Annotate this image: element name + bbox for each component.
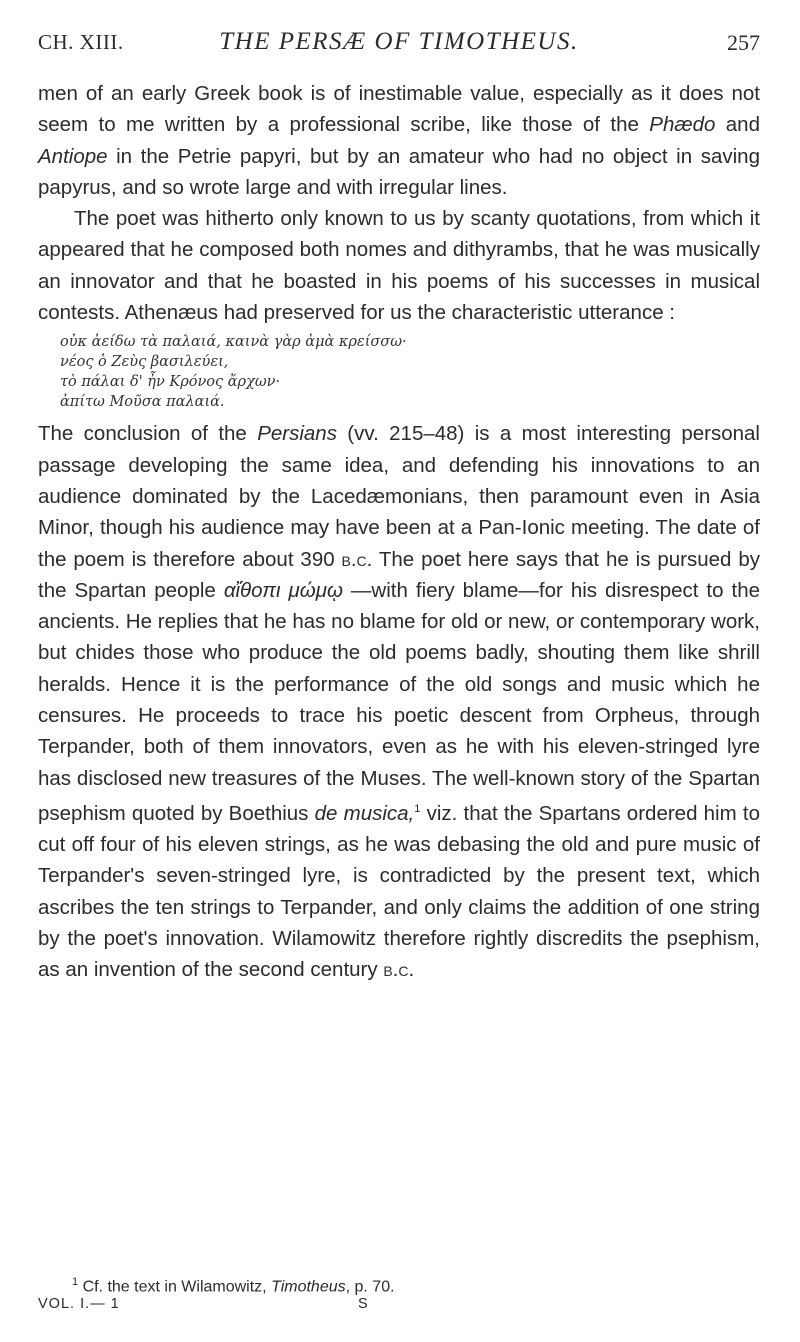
verse-line-3: τὸ πάλαι δ' ἦν Κρόνος ἄρχων· xyxy=(60,374,281,391)
footnote-work-title: Timotheus xyxy=(271,1278,346,1296)
paragraph-2: The poet was hitherto only known to us by scanty quotations, from which it appeared that he composed both nomes and dithyrambs, that he was musically an innovator and that he boasted in his poems of his successes in musical contests. Athenæus had preserved for us the characteristic utterance : xyxy=(38,207,760,325)
footnote-text-a: Cf. the text in Wilamowitz, xyxy=(78,1278,272,1296)
title-persians: Persians xyxy=(257,422,337,446)
verse-line-4: ἀπίτω Μοῦσα παλαιά. xyxy=(60,394,225,411)
era-abbreviation: b.c. xyxy=(341,547,373,571)
running-title: THE PERSÆ OF TIMOTHEUS. xyxy=(219,28,579,55)
verse-line-2: νέος ὁ Ζεὺς βασιλεύει, xyxy=(60,354,229,371)
title-antiope: Antiope xyxy=(38,144,108,168)
paragraph-3-text-e: viz. that the Spartans ordered him to cut off four of his eleven strings, as he was debasing the old and pure music of Terpander's seven-stringed lyre, is contradicted by the present text, which ascribes the ten strings to Terpander, and only claims the addition of one string by the poet's innovation. Wilamowitz therefore rightly discredits the psephism, as an invention of the second century xyxy=(38,801,760,982)
footnote-mark: 1 xyxy=(72,1276,79,1288)
paragraph-1-text-c: in the Petrie papyri, but by an amateur who had no object in saving papyrus, and so wrote large and with irregular lines. xyxy=(38,144,760,199)
volume-signature: VOL. I.— 1 xyxy=(38,1296,120,1312)
paragraph-3-text-d: —with fiery blame—for his disrespect to the ancients. He replies that he has no blame for old or new, or contemporary work, but chides those who produce the old poems badly, shouting them like shrill heralds. Hence it is the performance of the old songs and music which he censures. He proceeds to trace his poetic descent from Orpheus, through Terpander, both of them innovators, even as he with his eleven-stringed lyre has disclosed new treasures of the Muses. The well-known story of the Spartan psephism quoted by Boethius xyxy=(38,578,760,825)
signature-letter: S xyxy=(358,1296,368,1312)
footnote xyxy=(72,1272,762,1297)
verse-line-1: οὐκ ἀείδω τὰ παλαιά, καινὰ γὰρ ἀμὰ κρείσσω· xyxy=(60,334,407,351)
era-abbreviation-2: b.c. xyxy=(383,958,415,982)
paragraph-3-text-a: The conclusion of the xyxy=(38,422,258,446)
main-text xyxy=(38,78,760,986)
title-phaedo: Phædo xyxy=(649,113,716,137)
paragraph-1 xyxy=(38,78,760,203)
greek-phrase: αἴθοπι μώμῳ xyxy=(223,578,343,602)
greek-quotation xyxy=(60,332,760,412)
signature-line xyxy=(38,1296,760,1320)
footnote-reference[interactable]: 1 xyxy=(414,802,421,815)
paragraph-3-text-b: (vv. 215–48) is a most interesting personal passage developing the same idea, and defending his innovations to an audience dominated by the Lacedæmonians, then paramount even in Asia Minor, though his audience may have been at a Pan-Ionic meeting. The date of the poem is therefore about 390 xyxy=(38,422,760,571)
paragraph-3-text-c: The poet here says that he is pursued by the Spartan people xyxy=(38,547,760,602)
footnote-text-b: , p. 70. xyxy=(345,1278,395,1296)
page-number: 257 xyxy=(727,30,760,55)
title-de-musica: de musica, xyxy=(314,801,415,825)
running-header xyxy=(38,22,760,62)
paragraph-1-text-a: men of an early Greek book is of inestimable value, especially as it does not seem to me written by a professional scribe, like those of the xyxy=(38,82,760,137)
paragraph-3 xyxy=(38,418,760,985)
paragraph-1-text-b: and xyxy=(715,113,760,137)
chapter-label: CH. XIII. xyxy=(38,30,124,54)
